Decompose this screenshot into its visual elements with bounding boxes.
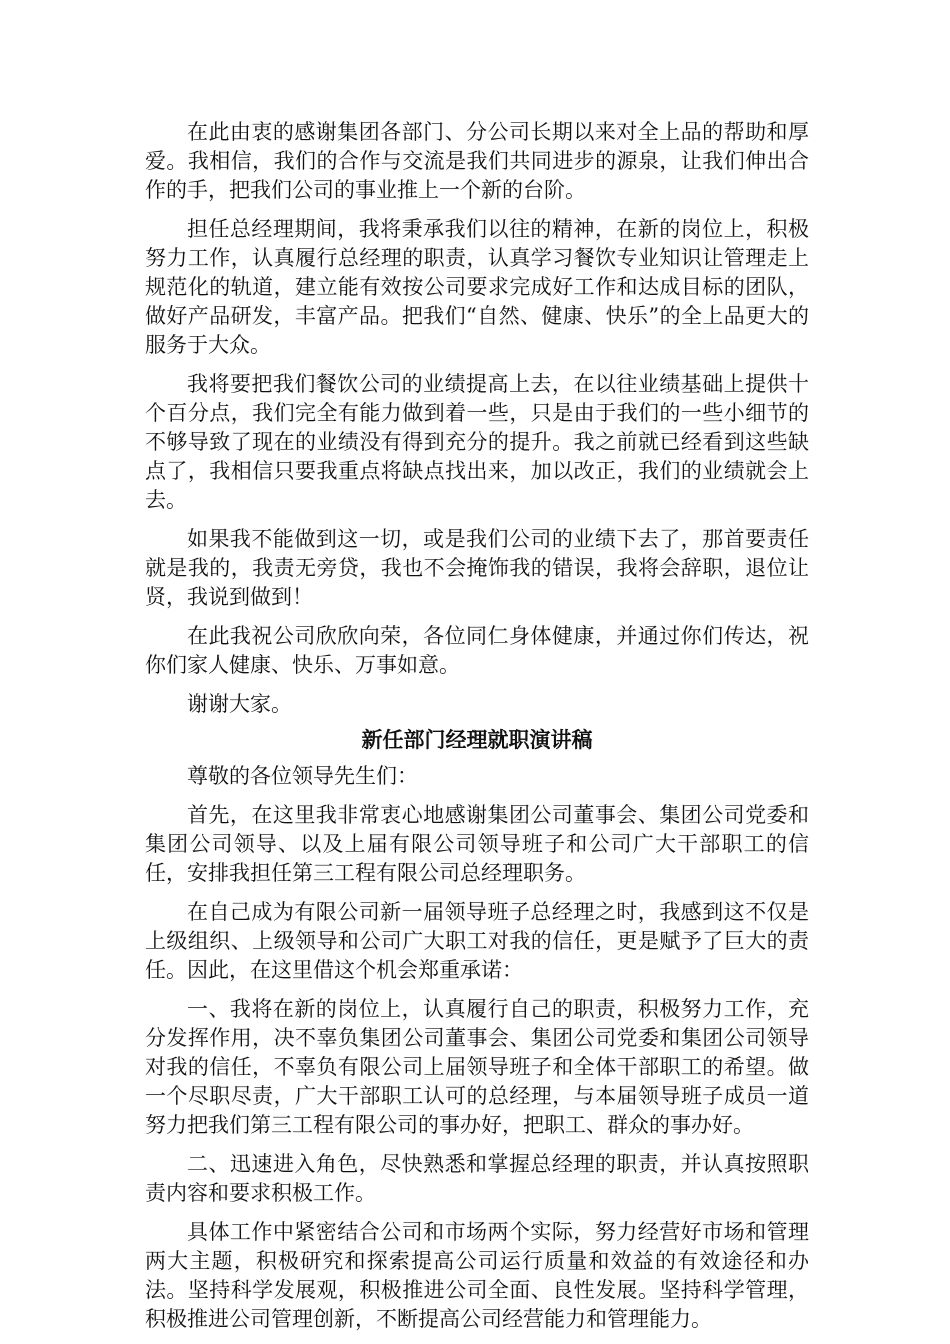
paragraph: 首先，在这里我非常衷心地感谢集团公司董事会、集团公司党委和集团公司领导、以及上届有限公司领导班子和公司广大干部职工的信任，安排我担任第三工程有限公司总经理职务。: [145, 803, 809, 885]
paragraph: 如果我不能做到这一切，或是我们公司的业绩下去了，那首要责任就是我的，我责无旁贷，我也不会掩饰我的错误，我将会辞职，退位让贤，我说到做到！: [145, 527, 809, 609]
document-page: [145, 118, 809, 1344]
paragraph: 具体工作中紧密结合公司和市场两个实际，努力经营好市场和管理两大主题，积极研究和探索提高公司运行质量和效益的有效途径和办法。坚持科学发展观，积极推进公司全面、良性发展。坚持科学管理，积极推进公司管理创新，不断提高公司经营能力和管理能力。: [145, 1220, 809, 1331]
salutation: 尊敬的各位领导先生们：: [187, 764, 418, 788]
paragraph: 在此由衷的感谢集团各部门、分公司长期以来对全上品的帮助和厚爱。我相信，我们的合作与交流是我们共同进步的源泉，让我们伸出合作的手，把我们公司的事业推上一个新的台阶。: [145, 120, 809, 202]
paragraph: 在此我祝公司欣欣向荣，各位同仁身体健康，并通过你们传达，祝你们家人健康、快乐、万事如意。: [145, 624, 809, 677]
paragraph-closing: 谢谢大家。: [187, 692, 292, 716]
paragraph: 担任总经理期间，我将秉承我们以往的精神，在新的岗位上，积极努力工作，认真履行总经理的职责，认真学习餐饮专业知识让管理走上规范化的轨道，建立能有效按公司要求完成好工作和达成目标的团队，做好产品研发，丰富产品。把我们“自然、健康、快乐”的全上品更大的服务于大众。: [145, 217, 809, 357]
document-title: 新任部门经理就职演讲稿: [361, 727, 593, 752]
paragraph: 二、迅速进入角色，尽快熟悉和掌握总经理的职责，并认真按照职责内容和要求积极工作。: [145, 1152, 809, 1205]
paragraph: 在自己成为有限公司新一届领导班子总经理之时，我感到这不仅是上级组织、上级领导和公司广大职工对我的信任，更是赋予了巨大的责任。因此，在这里借这个机会郑重承诺：: [145, 900, 809, 982]
paragraph: 一、我将在新的岗位上，认真履行自己的职责，积极努力工作，充分发挥作用，决不辜负集团公司董事会、集团公司党委和集团公司领导对我的信任，不辜负有限公司上届领导班子和全体干部职工的希望。做一个尽职尽责，广大干部职工认可的总经理，与本届领导班子成员一道努力把我们第三工程有限公司的事办好，把职工、群众的事办好。: [145, 997, 809, 1137]
paragraph: 我将要把我们餐饮公司的业绩提高上去，在以往业绩基础上提供十个百分点，我们完全有能力做到着一些，只是由于我们的一些小细节的不够导致了现在的业绩没有得到充分的提升。我之前就已经看到这些缺点了，我相信只要我重点将缺点找出来，加以改正，我们的业绩就会上去。: [145, 372, 809, 512]
